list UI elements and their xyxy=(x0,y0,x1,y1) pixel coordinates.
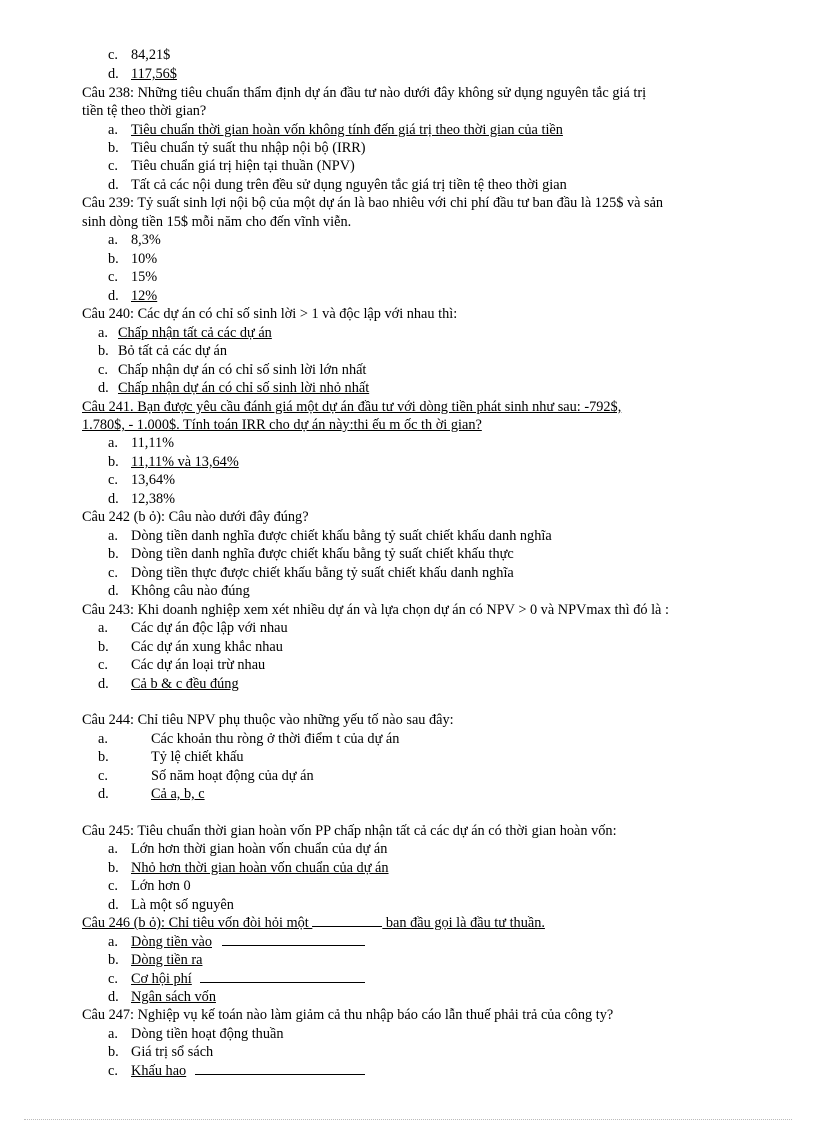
option-text: Tỷ lệ chiết khấu xyxy=(151,749,244,765)
option-letter: c. xyxy=(108,878,118,894)
option-letter: d. xyxy=(98,380,109,396)
option-text: Dòng tiền ra xyxy=(131,952,203,968)
option-text: Dòng tiền danh nghĩa được chiết khấu bằng tỷ suất chiết khấu thực xyxy=(131,546,514,562)
option-text: 8,3% xyxy=(131,232,161,248)
option-text: Các dự án xung khắc nhau xyxy=(131,639,283,655)
option-letter: c. xyxy=(108,1063,118,1079)
question-246-post: ban đầu gọi là đầu tư thuần. xyxy=(382,915,545,931)
question-246 xyxy=(82,914,545,932)
option-text: Số năm hoạt động của dự án xyxy=(151,768,314,784)
option-text: Là một số nguyên xyxy=(131,897,234,913)
option-letter: a. xyxy=(98,325,108,341)
option-text-answer: Chấp nhận tất cả các dự án xyxy=(118,325,272,341)
question-239-cont: sinh dòng tiền 15$ mỗi năm cho đến vĩnh viễn. xyxy=(82,214,352,230)
option-text: Chấp nhận dự án có chỉ số sinh lời lớn nhất xyxy=(118,362,367,378)
option-text-answer: Khấu hao xyxy=(131,1063,187,1079)
option-letter: d. xyxy=(108,989,119,1005)
option-text: Dòng tiền vào xyxy=(131,934,212,950)
option-letter: b. xyxy=(108,546,119,562)
option-letter: a. xyxy=(108,435,118,451)
option-text: 84,21$ xyxy=(131,47,171,63)
option-text: Tiêu chuẩn tỷ suất thu nhập nội bộ (IRR) xyxy=(131,140,366,156)
option-text: Các dự án độc lập với nhau xyxy=(131,620,288,636)
option-text: 15% xyxy=(131,269,158,285)
option-letter: b. xyxy=(108,454,119,470)
option-letter: c. xyxy=(98,362,108,378)
option-letter: d. xyxy=(108,491,119,507)
option-letter: d. xyxy=(98,786,109,802)
option-text: Giá trị sổ sách xyxy=(131,1044,214,1060)
option-text-answer: Nhỏ hơn thời gian hoàn vốn chuẩn của dự án xyxy=(131,860,389,876)
option-letter: d. xyxy=(108,288,119,304)
option-text: Các khoản thu ròng ở thời điểm t của dự án xyxy=(151,731,400,747)
option-text: 11,11% xyxy=(131,435,175,451)
option-letter: d. xyxy=(98,676,109,692)
option-letter: b. xyxy=(98,639,109,655)
option-text: Không câu nào đúng xyxy=(131,583,250,599)
option-letter: c. xyxy=(108,158,118,174)
option-text: 10% xyxy=(131,251,158,267)
option-letter: b. xyxy=(108,952,119,968)
question-242: Câu 242 (b ỏ): Câu nào dưới đây đúng? xyxy=(82,509,309,525)
option-letter: a. xyxy=(98,731,108,747)
question-238-cont: tiền tệ theo thời gian? xyxy=(82,103,207,119)
blank-line xyxy=(200,982,365,983)
option-letter: c. xyxy=(108,47,118,63)
question-238: Câu 238: Những tiêu chuẩn thẩm định dự án đầu tư nào dưới đây không sử dụng nguyên tắc giá trị xyxy=(82,85,647,101)
option-text-answer: 12% xyxy=(131,288,158,304)
option-text: Lớn hơn thời gian hoàn vốn chuẩn của dự án xyxy=(131,841,388,857)
option-letter: a. xyxy=(108,1026,118,1042)
option-text-answer: Cả b & c đều đúng xyxy=(131,676,239,692)
question-239: Câu 239: Tỷ suất sinh lợi nội bộ của một dự án là bao nhiêu với chi phí đầu tư ban đầu là 125$ và sản xyxy=(82,195,664,211)
option-letter: b. xyxy=(108,140,119,156)
option-text: Tất cả các nội dung trên đều sử dụng nguyên tắc giá trị tiền tệ theo thời gian xyxy=(131,177,567,193)
question-243: Câu 243: Khi doanh nghiệp xem xét nhiều dự án và lựa chọn dự án có NPV > 0 và NPVmax thì đó là : xyxy=(82,602,669,618)
option-letter: d. xyxy=(108,897,119,913)
blank-line xyxy=(222,945,365,946)
option-text: Cơ hội phí xyxy=(131,971,192,987)
question-240: Câu 240: Các dự án có chỉ số sinh lời > 1 và độc lập với nhau thì: xyxy=(82,306,458,322)
option-letter: c. xyxy=(108,565,118,581)
option-letter: a. xyxy=(108,934,118,950)
option-letter: b. xyxy=(108,860,119,876)
option-letter: b. xyxy=(108,251,119,267)
question-241-cont: 1.780$, - 1.000$. Tính toán IRR cho dự án này:thi ếu m ốc th ời gian? xyxy=(82,417,482,433)
fill-in-blank xyxy=(312,914,382,927)
option-text-answer: Tiêu chuẩn thời gian hoàn vốn không tính đến giá trị theo thời gian của tiền xyxy=(131,122,563,138)
option-letter: c. xyxy=(108,472,118,488)
option-letter: b. xyxy=(98,749,109,765)
blank-line xyxy=(195,1074,365,1075)
option-text: Lớn hơn 0 xyxy=(131,878,191,894)
option-text: Bỏ tất cả các dự án xyxy=(118,343,227,359)
option-text: 13,64% xyxy=(131,472,176,488)
option-letter: c. xyxy=(108,971,118,987)
option-letter: c. xyxy=(108,269,118,285)
option-text-answer: Cả a, b, c xyxy=(151,786,205,802)
option-letter: b. xyxy=(98,343,109,359)
option-letter: a. xyxy=(108,122,118,138)
option-letter: a. xyxy=(98,620,108,636)
option-text: Ngân sách vốn xyxy=(131,989,216,1005)
option-letter: d. xyxy=(108,583,119,599)
option-letter: a. xyxy=(108,841,118,857)
option-text-answer: 11,11% và 13,64% xyxy=(131,454,239,470)
option-text: Dòng tiền danh nghĩa được chiết khấu bằng tỷ suất chiết khấu danh nghĩa xyxy=(131,528,552,544)
option-text: Tiêu chuẩn giá trị hiện tại thuần (NPV) xyxy=(131,158,355,174)
option-letter: d. xyxy=(108,66,119,82)
question-247: Câu 247: Nghiệp vụ kế toán nào làm giảm cả thu nhập báo cáo lẫn thuế phải trả của công ty? xyxy=(82,1007,614,1023)
option-text: Dòng tiền thực được chiết khấu bằng tỷ suất chiết khấu danh nghĩa xyxy=(131,565,514,581)
option-letter: b. xyxy=(108,1044,119,1060)
option-letter: c. xyxy=(98,768,108,784)
option-letter: a. xyxy=(108,528,118,544)
question-244: Câu 244: Chỉ tiêu NPV phụ thuộc vào những yếu tố nào sau đây: xyxy=(82,712,454,728)
option-text-answer: 117,56$ xyxy=(131,66,177,82)
question-245: Câu 245: Tiêu chuẩn thời gian hoàn vốn PP chấp nhận tất cả các dự án có thời gian hoàn vốn: xyxy=(82,823,617,839)
option-text: Dòng tiền hoạt động thuần xyxy=(131,1026,284,1042)
option-letter: d. xyxy=(108,177,119,193)
page-bottom-border xyxy=(24,1119,792,1120)
option-letter: a. xyxy=(108,232,118,248)
question-241: Câu 241. Bạn được yêu cầu đánh giá một dự án đầu tư với dòng tiền phát sinh như sau: -792$, xyxy=(82,399,622,415)
option-text: 12,38% xyxy=(131,491,176,507)
question-246-pre: Câu 246 (b ỏ): Chỉ tiêu vốn đòi hỏi một xyxy=(82,915,313,931)
option-text-answer: Chấp nhận dự án có chỉ số sinh lời nhỏ nhất xyxy=(118,380,370,396)
option-letter: c. xyxy=(98,657,108,673)
option-text: Các dự án loại trừ nhau xyxy=(131,657,266,673)
